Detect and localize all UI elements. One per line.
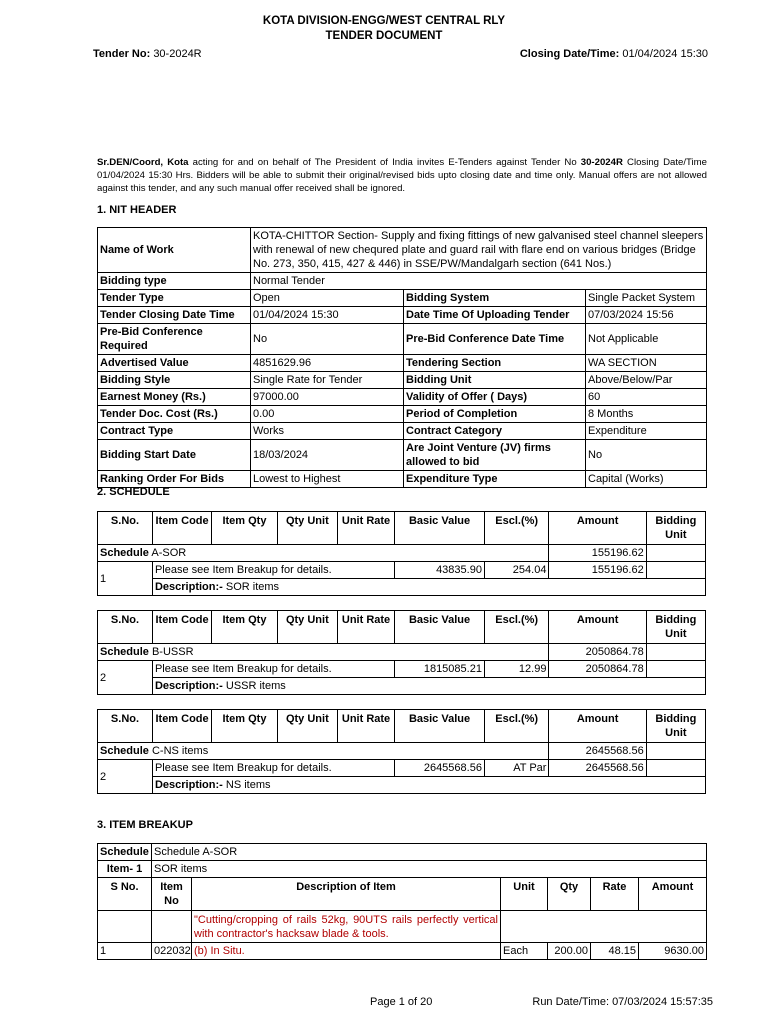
breakup-qty: 200.00 bbox=[548, 943, 591, 960]
schedule-header-cell: Qty Unit bbox=[277, 611, 337, 644]
nit-value: Above/Below/Par bbox=[586, 372, 707, 389]
tender-number bbox=[93, 48, 202, 60]
schedule-item-text: Please see Item Breakup for details. bbox=[152, 661, 394, 678]
nit-row bbox=[98, 307, 707, 324]
nit-label: Period of Completion bbox=[404, 406, 586, 423]
nit-label: Earnest Money (Rs.) bbox=[98, 389, 251, 406]
schedule-header-cell: Item Qty bbox=[212, 611, 278, 644]
schedule-escl: 12.99 bbox=[484, 661, 549, 678]
schedule-header-cell: Bidding Unit bbox=[646, 710, 705, 743]
schedule-header-cell: S.No. bbox=[98, 512, 153, 545]
nit-label: Tender Doc. Cost (Rs.) bbox=[98, 406, 251, 423]
breakup-header-row bbox=[98, 878, 707, 911]
nit-label: Ranking Order For Bids bbox=[98, 471, 251, 488]
schedule-header-cell: Basic Value bbox=[395, 611, 485, 644]
schedule-item-text: Please see Item Breakup for details. bbox=[152, 562, 394, 579]
empty-cell bbox=[646, 644, 705, 661]
schedule-desc-cell bbox=[152, 777, 705, 794]
item-breakup-table bbox=[97, 843, 707, 960]
schedule-header-cell: Unit Rate bbox=[337, 611, 394, 644]
schedule-basic-value: 1815085.21 bbox=[395, 661, 485, 678]
schedule-table bbox=[97, 610, 706, 695]
nit-label: Validity of Offer ( Days) bbox=[404, 389, 586, 406]
schedule-header-cell: S.No. bbox=[98, 611, 153, 644]
nit-value: Works bbox=[251, 423, 404, 440]
schedule-escl: 254.04 bbox=[484, 562, 549, 579]
schedule-header-cell: Item Qty bbox=[212, 710, 278, 743]
schedule-amount: 2050864.78 bbox=[549, 661, 646, 678]
nit-row bbox=[98, 290, 707, 307]
schedule-desc-row bbox=[98, 777, 706, 794]
schedule-item-row bbox=[98, 661, 706, 678]
nit-value: WA SECTION bbox=[586, 355, 707, 372]
breakup-header-cell: Qty bbox=[548, 878, 591, 911]
breakup-schedule-value: Schedule A-SOR bbox=[152, 844, 707, 861]
schedule-item-row bbox=[98, 760, 706, 777]
run-datetime bbox=[532, 996, 713, 1008]
breakup-header-cell: Rate bbox=[591, 878, 639, 911]
nit-value: Single Packet System bbox=[586, 290, 707, 307]
empty-cell bbox=[152, 911, 192, 943]
schedule-header-cell: Unit Rate bbox=[337, 710, 394, 743]
schedule-total: 2645568.56 bbox=[549, 743, 646, 760]
schedule-name-row bbox=[98, 545, 706, 562]
breakup-header-cell: Unit bbox=[501, 878, 548, 911]
nit-value: Capital (Works) bbox=[586, 471, 707, 488]
schedule-label: Schedule bbox=[100, 547, 149, 559]
nit-table bbox=[97, 227, 707, 488]
nit-row bbox=[98, 324, 707, 355]
schedule-desc-row bbox=[98, 579, 706, 596]
schedule-name: A-SOR bbox=[151, 547, 187, 559]
breakup-item-label: Item- 1 bbox=[98, 861, 152, 878]
nit-value: Open bbox=[251, 290, 404, 307]
empty-cell bbox=[98, 911, 152, 943]
nit-value: Expenditure bbox=[586, 423, 707, 440]
nit-value: Lowest to Highest bbox=[251, 471, 404, 488]
tender-no-label: Tender No: bbox=[93, 48, 151, 60]
schedule-name-cell bbox=[98, 644, 549, 661]
tender-no-value: 30-2024R bbox=[153, 48, 202, 60]
description-label: Description:- bbox=[154, 680, 223, 692]
schedule-header-row bbox=[98, 710, 706, 743]
nit-rows bbox=[98, 290, 707, 488]
schedule-name-row bbox=[98, 743, 706, 760]
empty-cell bbox=[646, 760, 705, 777]
empty-cell bbox=[646, 562, 705, 579]
nit-row bbox=[98, 389, 707, 406]
schedule-header-cell: Amount bbox=[549, 710, 646, 743]
schedule-header-cell: Item Code bbox=[152, 710, 211, 743]
bidding-type-value: Normal Tender bbox=[251, 273, 707, 290]
name-of-work-value: KOTA-CHITTOR Section- Supply and fixing fittings of new galvanised steel channel sleepers with renewal of new chequred plate and guard rail with flare end on various bridges (Bridge No. 273, 350, 415, 427 & 446) in SSE/PW/Mandalgarh section (641 Nos.) bbox=[251, 228, 707, 273]
schedule-table bbox=[97, 511, 706, 596]
nit-value: 0.00 bbox=[251, 406, 404, 423]
description-value: NS items bbox=[225, 779, 271, 791]
nit-value: No bbox=[251, 324, 404, 355]
schedule-header-cell: Escl.(%) bbox=[484, 611, 549, 644]
schedule-name-row bbox=[98, 644, 706, 661]
intro-text-2: Closing Date/Time 01/04/2024 15:30 Hrs. Bidders will be able to submit their original/revised bids upto closing date and time only. Manual offers are not allowed against this tender, and any such manual offer received shall be ignored. bbox=[97, 157, 707, 194]
breakup-unit: Each bbox=[501, 943, 548, 960]
bidding-type-label: Bidding type bbox=[98, 273, 251, 290]
schedule-name-cell bbox=[98, 743, 549, 760]
schedule-header-cell: Amount bbox=[549, 611, 646, 644]
nit-label: Bidding System bbox=[404, 290, 586, 307]
breakup-schedule-label: Schedule bbox=[98, 844, 152, 861]
schedule-sno: 2 bbox=[98, 760, 153, 794]
breakup-header-cell: Item No bbox=[152, 878, 192, 911]
schedule-header-cell: Qty Unit bbox=[277, 710, 337, 743]
document-subtitle: TENDER DOCUMENT bbox=[325, 30, 443, 42]
schedule-basic-value: 2645568.56 bbox=[395, 760, 485, 777]
nit-row bbox=[98, 355, 707, 372]
breakup-note: "Cutting/cropping of rails 52kg, 90UTS rails perfectly vertical with contractor's hacksaw blade & tools. bbox=[192, 911, 501, 943]
schedule-desc-row bbox=[98, 678, 706, 695]
schedule-total: 155196.62 bbox=[549, 545, 646, 562]
nit-label: Pre-Bid Conference Date Time bbox=[404, 324, 586, 355]
schedule-header-cell: S.No. bbox=[98, 710, 153, 743]
schedule-header-cell: Basic Value bbox=[395, 710, 485, 743]
section-schedule: 2. SCHEDULE bbox=[97, 486, 170, 498]
schedule-sno: 1 bbox=[98, 562, 153, 596]
nit-label: Contract Type bbox=[98, 423, 251, 440]
schedule-label: Schedule bbox=[100, 646, 149, 658]
breakup-header-cell: Amount bbox=[639, 878, 707, 911]
nit-label: Tender Closing Date Time bbox=[98, 307, 251, 324]
schedule-item-text: Please see Item Breakup for details. bbox=[152, 760, 394, 777]
officer-name: Sr.DEN/Coord, Kota bbox=[97, 157, 189, 168]
schedule-header-cell: Item Code bbox=[152, 512, 211, 545]
breakup-desc: (b) In Situ. bbox=[192, 943, 501, 960]
page-number: Page 1 of 20 bbox=[370, 996, 433, 1008]
schedule-basic-value: 43835.90 bbox=[395, 562, 485, 579]
schedule-header-cell: Item Qty bbox=[212, 512, 278, 545]
breakup-item-row bbox=[98, 943, 707, 960]
nit-row bbox=[98, 440, 707, 471]
schedule-header-cell: Item Code bbox=[152, 611, 211, 644]
schedule-header-cell: Amount bbox=[549, 512, 646, 545]
schedule-header-cell: Escl.(%) bbox=[484, 512, 549, 545]
nit-value: 8 Months bbox=[586, 406, 707, 423]
schedule-header-cell: Qty Unit bbox=[277, 512, 337, 545]
schedule-header-row bbox=[98, 512, 706, 545]
nit-label: Are Joint Venture (JV) firms allowed to bid bbox=[404, 440, 586, 471]
closing-datetime bbox=[520, 48, 708, 60]
section-nit-header: 1. NIT HEADER bbox=[97, 204, 177, 216]
schedule-desc-cell bbox=[152, 678, 705, 695]
document-title: KOTA DIVISION-ENGG/WEST CENTRAL RLY bbox=[262, 15, 506, 27]
nit-label: Bidding Unit bbox=[404, 372, 586, 389]
nit-label: Tender Type bbox=[98, 290, 251, 307]
empty-cell bbox=[501, 911, 707, 943]
nit-value: No bbox=[586, 440, 707, 471]
nit-value: 97000.00 bbox=[251, 389, 404, 406]
breakup-sno: 1 bbox=[98, 943, 152, 960]
breakup-item-no: 022032 bbox=[152, 943, 192, 960]
nit-value: 01/04/2024 15:30 bbox=[251, 307, 404, 324]
run-label: Run Date/Time: bbox=[532, 996, 609, 1008]
schedule-header-cell: Bidding Unit bbox=[646, 611, 705, 644]
nit-row bbox=[98, 372, 707, 389]
schedule-total: 2050864.78 bbox=[549, 644, 646, 661]
description-value: SOR items bbox=[225, 581, 280, 593]
nit-value: Not Applicable bbox=[586, 324, 707, 355]
nit-label: Bidding Start Date bbox=[98, 440, 251, 471]
nit-label: Date Time Of Uploading Tender bbox=[404, 307, 586, 324]
description-value: USSR items bbox=[225, 680, 286, 692]
schedule-name: B-USSR bbox=[151, 646, 194, 658]
schedule-sno: 2 bbox=[98, 661, 153, 695]
schedule-amount: 2645568.56 bbox=[549, 760, 646, 777]
schedule-name: C-NS items bbox=[151, 745, 209, 757]
breakup-rate: 48.15 bbox=[591, 943, 639, 960]
nit-label: Bidding Style bbox=[98, 372, 251, 389]
closing-value: 01/04/2024 15:30 bbox=[622, 48, 708, 60]
schedule-label: Schedule bbox=[100, 745, 149, 757]
schedule-amount: 155196.62 bbox=[549, 562, 646, 579]
schedule-header-cell: Escl.(%) bbox=[484, 710, 549, 743]
nit-value: 18/03/2024 bbox=[251, 440, 404, 471]
nit-value: 4851629.96 bbox=[251, 355, 404, 372]
schedule-desc-cell bbox=[152, 579, 705, 596]
schedule-header-cell: Basic Value bbox=[395, 512, 485, 545]
schedule-header-cell: Bidding Unit bbox=[646, 512, 705, 545]
intro-paragraph bbox=[97, 156, 707, 195]
nit-row bbox=[98, 471, 707, 488]
schedule-header-cell: Unit Rate bbox=[337, 512, 394, 545]
description-label: Description:- bbox=[154, 581, 223, 593]
section-item-breakup: 3. ITEM BREAKUP bbox=[97, 819, 193, 831]
empty-cell bbox=[646, 661, 705, 678]
schedule-item-row bbox=[98, 562, 706, 579]
name-of-work-label: Name of Work bbox=[98, 228, 251, 273]
nit-row bbox=[98, 423, 707, 440]
breakup-amount: 9630.00 bbox=[639, 943, 707, 960]
empty-cell bbox=[646, 743, 705, 760]
nit-row bbox=[98, 406, 707, 423]
nit-label: Pre-Bid Conference Required bbox=[98, 324, 251, 355]
breakup-item-value: SOR items bbox=[152, 861, 707, 878]
schedule-escl: AT Par bbox=[484, 760, 549, 777]
nit-label: Contract Category bbox=[404, 423, 586, 440]
schedule-header-row bbox=[98, 611, 706, 644]
intro-tender-no: 30-2024R bbox=[580, 157, 623, 168]
nit-value: 60 bbox=[586, 389, 707, 406]
nit-label: Tendering Section bbox=[404, 355, 586, 372]
empty-cell bbox=[646, 545, 705, 562]
nit-label: Expenditure Type bbox=[404, 471, 586, 488]
description-label: Description:- bbox=[154, 779, 223, 791]
breakup-header-cell: Description of Item bbox=[192, 878, 501, 911]
nit-value: 07/03/2024 15:56 bbox=[586, 307, 707, 324]
nit-value: Single Rate for Tender bbox=[251, 372, 404, 389]
run-value: 07/03/2024 15:57:35 bbox=[612, 996, 713, 1008]
intro-text-1: acting for and on behalf of The President of India invites E-Tenders against Tender No bbox=[188, 157, 581, 168]
closing-label: Closing Date/Time: bbox=[519, 48, 620, 60]
schedule-table bbox=[97, 709, 706, 794]
schedule-name-cell bbox=[98, 545, 549, 562]
nit-label: Advertised Value bbox=[98, 355, 251, 372]
breakup-header-cell: S No. bbox=[98, 878, 152, 911]
